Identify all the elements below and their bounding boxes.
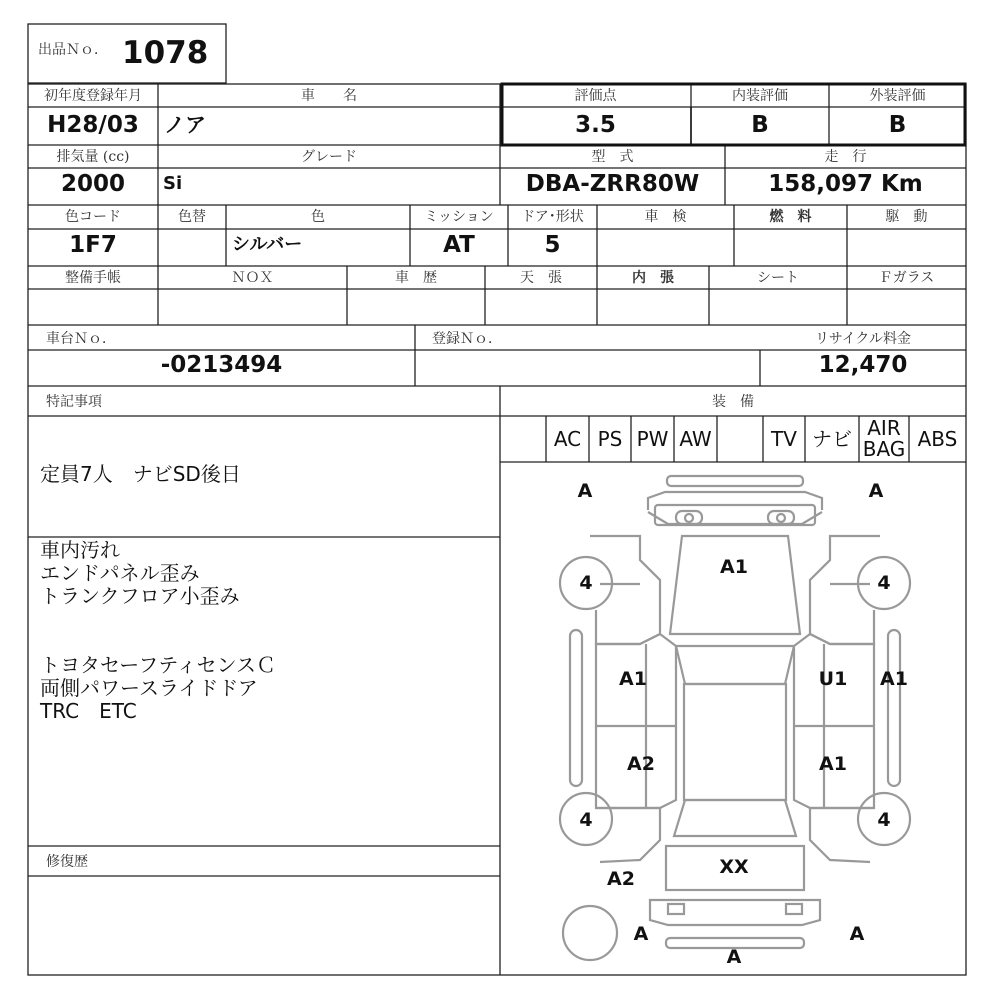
equipment-item: PW (636, 427, 669, 451)
doors-label: ドア･形状 (521, 209, 584, 225)
damage-rear-right: A (849, 923, 865, 945)
mileage-value: 158,097 Km (768, 171, 923, 197)
nox-label: ＮＯＸ (231, 270, 274, 286)
notes-line-1: 定員7人 ナビSD後日 (40, 462, 241, 486)
damage-front-left-corner: A (577, 480, 593, 502)
equipment-item: PS (597, 427, 623, 451)
drive-label: 駆 動 (885, 209, 928, 225)
tire-front-right: 4 (877, 572, 891, 594)
mileage-label: 走 行 (824, 149, 867, 165)
damage-rear-bumper: A (726, 946, 742, 968)
equipment-item: AIR BAG (862, 416, 906, 461)
score-value: 3.5 (575, 112, 616, 138)
color-value: シルバー (232, 234, 303, 255)
equipment-item: TV (771, 427, 797, 451)
notes-block-2: 車内汚れ エンドパネル歪み トランクフロア小歪み トヨタセーフティセンスＣ 両側パワースライドドア TRC ETC (40, 538, 276, 723)
repair-history-label: 修復歴 (46, 854, 88, 870)
car-name-label: 車 名 (301, 88, 357, 104)
equipment-label: 装 備 (712, 394, 754, 410)
fuel-label: 燃 料 (769, 209, 812, 225)
roof-label: 天 張 (520, 270, 562, 286)
lot-number: 1078 (122, 35, 209, 71)
damage-right-rear-door: A1 (819, 753, 847, 775)
service-book-label: 整備手帳 (65, 270, 121, 286)
damage-hood: A1 (720, 556, 748, 578)
color-code-label: 色コード (65, 209, 121, 225)
notes-label: 特記事項 (46, 394, 102, 410)
grade-value: Si (163, 173, 183, 194)
damage-left-rear-quarter: A2 (607, 868, 635, 890)
tire-front-left: 4 (579, 572, 593, 594)
doors-value: 5 (544, 232, 561, 258)
damage-front-right-corner: A (868, 480, 884, 502)
recycle-label: リサイクル料金 (814, 331, 912, 347)
inspection-label: 車 検 (644, 209, 687, 225)
model-value: DBA-ZRR80W (525, 171, 700, 197)
displacement-label: 排気量 (cc) (56, 149, 130, 165)
grade-label: グレード (301, 149, 357, 165)
interior-label: 内装評価 (732, 88, 788, 104)
damage-rear-hatch: XX (719, 856, 749, 878)
interior-value: B (751, 112, 769, 138)
equipment-item: AW (679, 427, 712, 451)
history-label: 車 歴 (395, 270, 437, 286)
equipment-item: AC (553, 427, 582, 451)
interior-trim-label: 内 張 (632, 270, 674, 286)
exterior-label: 外装評価 (869, 88, 926, 104)
score-label: 評価点 (574, 88, 617, 104)
tire-rear-left: 4 (579, 809, 593, 831)
model-label: 型 式 (591, 149, 634, 165)
damage-left-rear-door: A2 (627, 753, 655, 775)
color-label: 色 (311, 209, 325, 225)
recycle-value: 12,470 (818, 352, 908, 378)
damage-right-front-fender: A1 (880, 668, 908, 690)
transmission-label: ミッション (424, 209, 494, 225)
seat-label: シート (757, 270, 799, 286)
repaint-label: 色替 (178, 209, 206, 225)
tire-rear-right: 4 (877, 809, 891, 831)
transmission-value: AT (443, 232, 475, 258)
displacement-value: 2000 (60, 171, 125, 197)
damage-left-front-door: A1 (619, 668, 647, 690)
chassis-label: 車台Ｎｏ． (46, 331, 116, 347)
equipment-item: ABS (917, 427, 958, 451)
damage-rear-left: A (633, 923, 649, 945)
car-name-value: ノア (164, 113, 206, 137)
first-reg-value: H28/03 (47, 112, 139, 138)
lot-label: 出品Ｎｏ． (38, 42, 108, 58)
exterior-value: B (888, 112, 907, 138)
equipment-item: ナビ (812, 427, 852, 451)
damage-right-front-door: U1 (818, 668, 848, 690)
reg-label: 登録Ｎｏ． (432, 331, 502, 347)
fglass-label: Ｆガラス (878, 270, 935, 286)
color-code-value: 1F7 (69, 232, 117, 258)
first-reg-label: 初年度登録年月 (44, 88, 142, 104)
chassis-value: -0213494 (160, 352, 283, 378)
